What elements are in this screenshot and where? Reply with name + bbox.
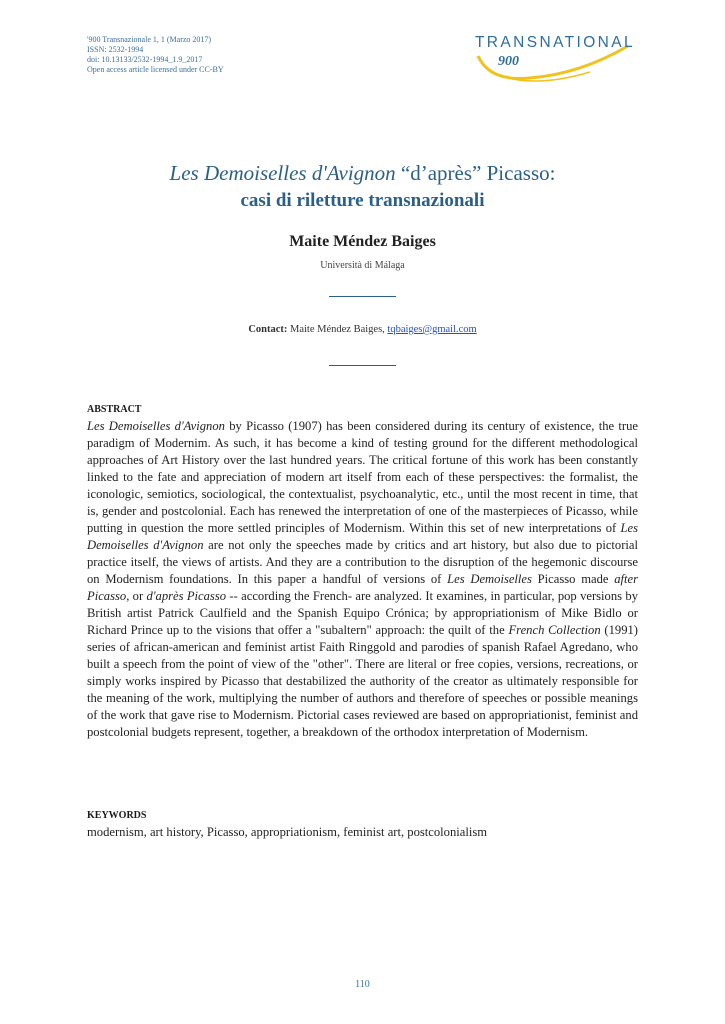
title-italic: Les Demoiselles d'Avignon [169, 161, 396, 185]
abstract-text-segment: (1991) series of african-american and feminist artist Faith Ringgold and parodies of spanish Rafael Agredano, who built a speech from the point of view of the "other". There are literal or free copies, versions, recreations, or simply works inspired by Picasso that destabilized the authority of the creator as ultimately responsible for the meaning of the work, multiplying the number of authors and therefore of speeches or possible meanings of the work that gave rise to Modernism. Pictorial cases reviewed are based on appropriationist, feminist and postcolonial budgets represent, together, a breakdown of the orthodox interpretation of Modernism. [87, 623, 638, 739]
author-affiliation: Università di Málaga [320, 260, 405, 271]
abstract-text-segment: Picasso made [531, 572, 615, 586]
abstract-italic-segment: French Collection [508, 623, 601, 637]
doi: doi: 10.13133/2532-1994_1.9_2017 [87, 55, 203, 64]
abstract-italic-segment: Les Demoiselles d'Avignon [87, 521, 638, 552]
abstract-italic-segment: Les Demoiselles [447, 572, 532, 586]
abstract-text-segment: , or [126, 589, 147, 603]
article-title [0, 160, 725, 214]
abstract-body [87, 418, 638, 741]
keywords-list: modernism, art history, Picasso, appropriationism, feminist art, postcolonialism [87, 825, 488, 839]
abstract-italic-segment: after Picasso [87, 572, 639, 603]
abstract-heading: ABSTRACT [87, 404, 142, 415]
divider-top [329, 296, 396, 297]
abstract-text-segment: -- according the French- are analyzed. It examines, in particular, pop versions by British artist Patrick Caulfield and the Spanish Equipo Crónica; by appropriationism of Mike Bidlo or Richard Prince up to the visions that offer a "subaltern" approach: the quilt of the [87, 589, 638, 637]
divider-bottom [329, 365, 396, 366]
journal-metadata [87, 35, 224, 75]
abstract-text-segment: are not only the speeches made by critics and art history, but also due to pictorial practice itself, the views of artists. And they are a contribution to the disruption of the hegemonic discourse on Modernism foundations. In this paper a handful of versions of [87, 538, 639, 586]
contact-label: Contact: [248, 324, 288, 335]
abstract-text-segment: by Picasso (1907) has been considered during its century of existence, the true paradigm of Modernim. As such, it has become a kind of testing ground for the different methodological approaches of Art History over the last hundred years. The critical fortune of this work has been constantly linked to the fate and appreciation of modern art itself from each of these perspectives: the formalist, the iconologic, semiotics, sociological, the contextualist, psychoanalytic, etc., until the most recent in time, that is, gender and postcolonial. Each has renewed the interpretation of one of the masterpieces of Picasso, while putting in question the more settled principles of Modernism. Within this set of new interpretations of [87, 419, 638, 535]
page-number: 110 [355, 979, 370, 990]
license: Open access article licensed under CC-BY [87, 65, 224, 74]
title-rest: “d’après” Picasso: [395, 161, 556, 185]
logo-number: 900 [498, 54, 519, 69]
keywords-heading: KEYWORDS [87, 810, 147, 821]
author-name: Maite Méndez Baiges [289, 233, 436, 250]
issn: ISSN: 2532-1994 [87, 45, 144, 54]
contact-line [0, 324, 725, 335]
abstract-italic-segment: d'après Picasso [146, 589, 227, 603]
contact-email-link[interactable]: tqbaiges@gmail.com [387, 324, 477, 335]
contact-name: Maite Méndez Baiges, [287, 324, 388, 335]
journal-logo [470, 32, 640, 92]
abstract-italic-segment: Les Demoiselles d'Avignon [87, 419, 225, 433]
journal-issue: '900 Transnazionale 1, 1 (Marzo 2017) [87, 35, 212, 44]
title-subtitle: casi di riletture transnazionali [240, 190, 485, 211]
logo-wordmark: TRANSNATIONAL [474, 34, 636, 51]
